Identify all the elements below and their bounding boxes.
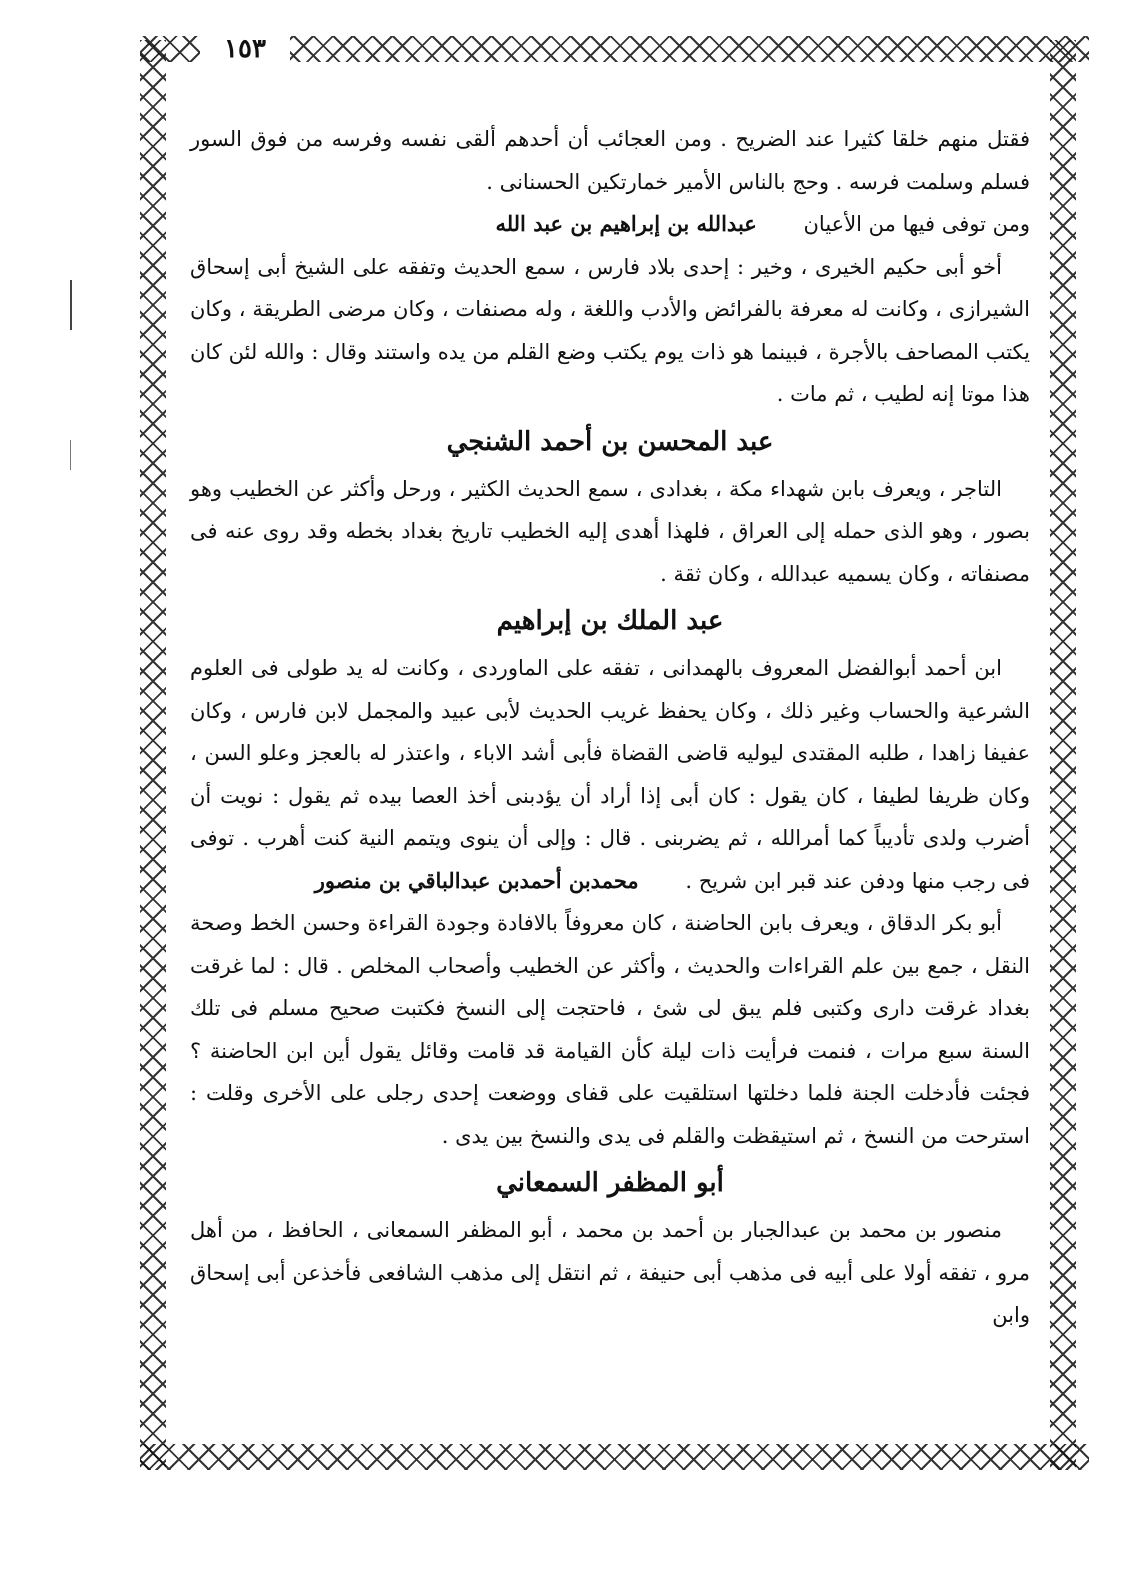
section-heading: عبد الملك بن إبراهيم (496, 606, 724, 636)
margin-mark (70, 440, 71, 470)
page-number: ١٥٣ (224, 34, 266, 64)
paragraph: أخو أبى حكيم الخيرى ، وخير : إحدى بلاد فارس ، سمع الحديث وتفقه على الشيخ أبى إسحاق الشيرازى ، وكانت له معرفة بالفرائض والأدب واللغة ، وله مصنفات ، وكان مرضى الطريقة ، وكان يكتب المصاحف بالأجرة ، فبينما هو ذات يوم يكتب وضع القلم من يده واستند وقال : والله لئن كان هذا موتا إنه لطيب ، ثم مات . (190, 254, 1030, 406)
paragraph-lead: ومن توفى فيها من الأعيان (803, 212, 1030, 236)
ornamental-border-bottom (140, 1444, 1089, 1470)
ornamental-border-right (1050, 40, 1076, 1470)
paragraph (190, 203, 1030, 246)
paragraph: التاجر ، ويعرف بابن شهداء مكة ، بغدادى ، سمع الحديث الكثير ، ورحل وأكثر عن الخطيب وهو بصور ، وهو الذى حمله إلى العراق ، فلهذا أهدى إليه الخطيب تاريخ بغداد بخطه وقد روى عنه فى مصنفاته ، وكان يسميه عبدالله ، وكان ثقة . (190, 476, 1030, 586)
page-body (190, 118, 1030, 1337)
section-heading: عبد المحسن بن أحمد الشنجي (446, 426, 774, 457)
paragraph: منصور بن محمد بن عبدالجبار بن أحمد بن محمد ، أبو المظفر السمعانى ، الحافظ ، من أهل مرو ، تفقه أولا على أبيه فى مذهب أبى حنيفة ، ثم انتقل إلى مذهب الشافعى فأخذعن أبى إسحاق وابن (190, 1218, 1030, 1327)
paragraph-text: ابن أحمد أبوالفضل المعروف بالهمدانى ، تفقه على الماوردى ، وكانت له يد طولى فى العلوم الشرعية والحساب وغير ذلك ، وكان يحفظ غريب الحديث لأبى عبيد والمجمل لابن فارس ، وكان عفيفا زاهدا ، طلبه المقتدى ليوليه قاضى القضاة فأبى أشد الاباء ، واعتذر له بالعجز وعلو السن ، وكان ظريفا لطيفا ، كان يقول : كان أبى إذا أراد أن يؤدبنى أخذ العصا بيده ثم يقول : نويت أن أضرب ولدى تأديباً كما أمرالله ، ثم يضربنى . قال : وإلى أن ينوى ويتمم النية كنت أهرب . توفى فى رجب منها ودفن عند قبر ابن شريح . (190, 656, 1030, 893)
section-heading: أبو المظفر السمعاني (496, 1168, 724, 1198)
entry-heading: عبدالله بن إبراهيم بن عبد الله (495, 211, 757, 236)
paragraph (190, 647, 1030, 902)
entry-heading: محمدبن أحمدبن عبدالباقي بن منصور (314, 867, 639, 893)
ornamental-border-top (290, 36, 1089, 62)
margin-mark (70, 280, 72, 330)
ornamental-border-left (140, 40, 166, 1470)
paragraph: فقتل منهم خلقا كثيرا عند الضريح . ومن العجائب أن أحدهم ألقى نفسه وفرسه من فوق السور فسلم وسلمت فرسه . وحج بالناس الأمير خمارتكين الحسنانى . (190, 127, 1030, 194)
paragraph: أبو بكر الدقاق ، ويعرف بابن الحاضنة ، كان معروفاً بالافادة وجودة القراءة وحسن الخط وصحة النقل ، جمع بين علم القراءات والحديث ، وأكثر عن الخطيب وأصحاب المخلص . قال : لما غرقت بغداد غرقت دارى وكتبى فلم يبق لى شئ ، فاحتجت إلى النسخ فكتبت صحيح مسلم فى تلك السنة سبع مرات ، فنمت فرأيت ذات ليلة كأن القيامة قد قامت وقائل يقول أين ابن الحاضنة ؟ فجئت فأدخلت الجنة فلما دخلتها استلقيت على قفاى ووضعت إحدى رجلى على الأخرى وقلت : استرحت من النسخ ، ثم استيقظت والقلم فى يدى والنسخ بين يدى . (190, 911, 1030, 1148)
